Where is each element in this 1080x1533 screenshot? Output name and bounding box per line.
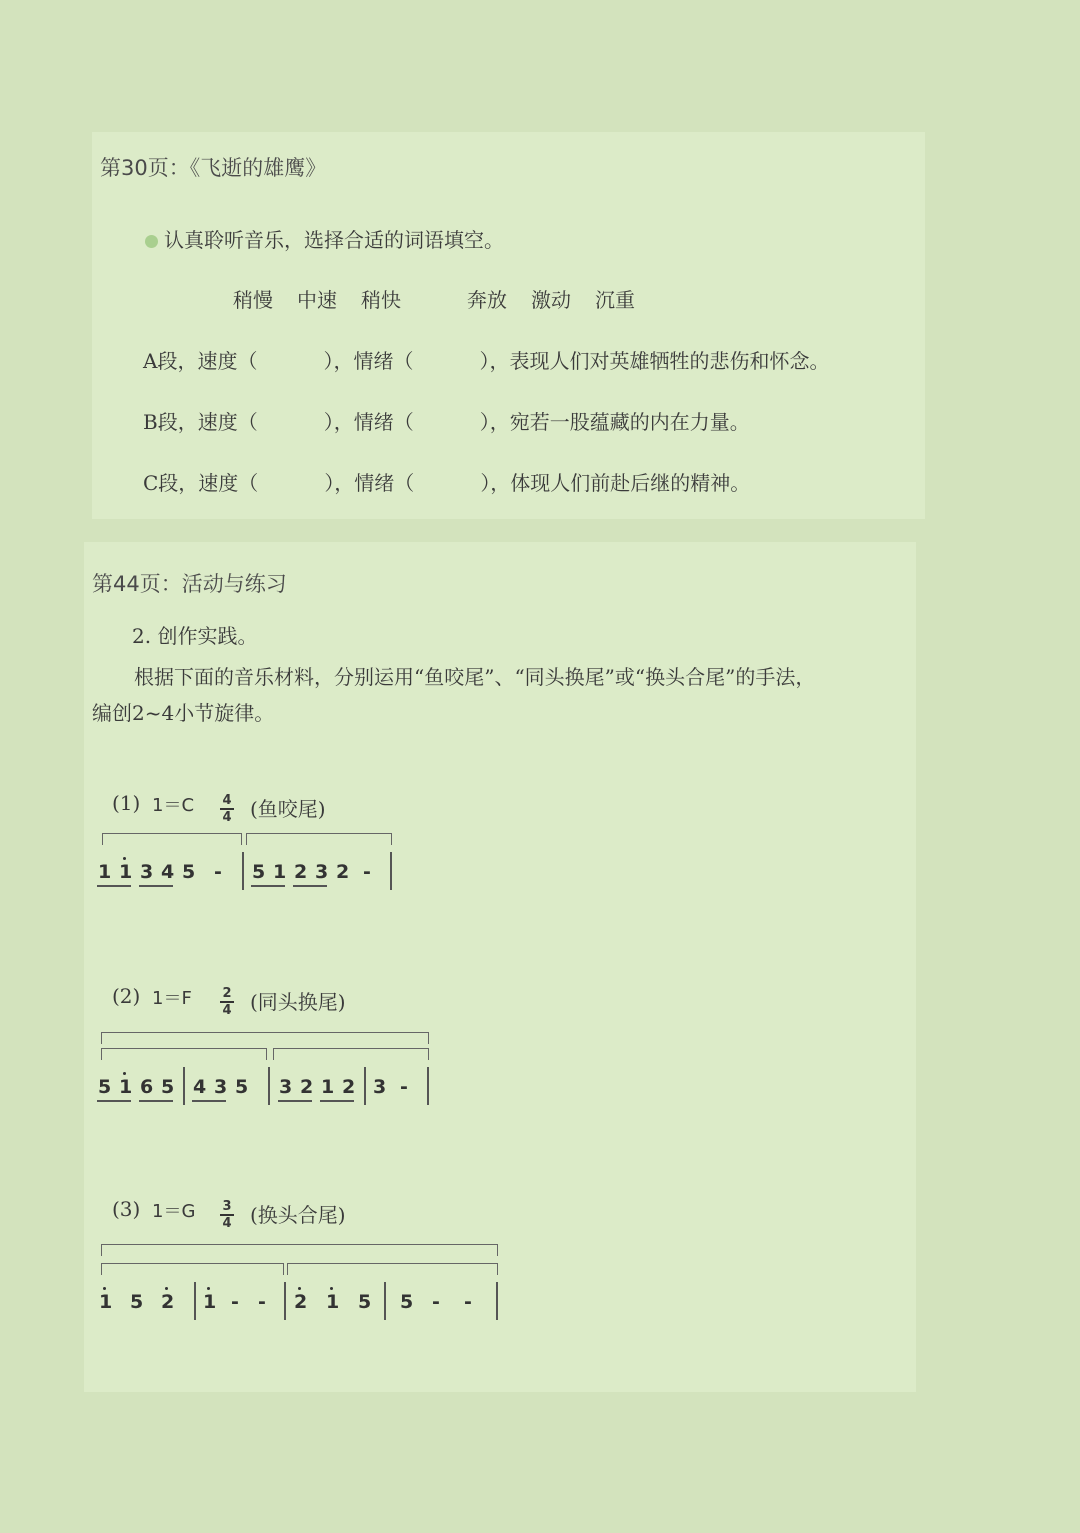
jianpu-note: 4 <box>193 1076 207 1098</box>
phrase-bracket <box>102 833 242 845</box>
jianpu-note: 2 <box>161 1291 175 1313</box>
key-signature: 1＝G <box>152 1201 196 1222</box>
section-title: 第30页：《飞逝的雄鹰》 <box>100 156 327 180</box>
beam-underline <box>139 885 173 887</box>
jianpu-note: 5 <box>98 1076 112 1098</box>
jianpu-note: 1 <box>99 1291 113 1313</box>
jianpu-note: 6 <box>140 1076 154 1098</box>
jianpu-note: 1 <box>326 1291 340 1313</box>
row-mid: ），情绪（ <box>323 410 414 434</box>
beam-underline <box>192 1100 226 1102</box>
jianpu-note: 2 <box>300 1076 314 1098</box>
time-bottom: 4 <box>222 809 232 825</box>
barline <box>427 1067 429 1105</box>
barline <box>390 852 392 890</box>
octave-dot <box>298 1287 301 1290</box>
dash-note: - <box>363 861 371 883</box>
row-end: ），表现人们对英雄牺牲的悲伤和怀念。 <box>479 349 830 373</box>
time-bottom: 4 <box>222 1215 232 1231</box>
jianpu-note: 3 <box>279 1076 293 1098</box>
section-title: 第44页：活动与练习 <box>92 572 287 596</box>
jianpu-note: 5 <box>130 1291 144 1313</box>
jianpu-note: 2 <box>336 861 350 883</box>
jianpu-note: 5 <box>400 1291 414 1313</box>
beam-underline <box>320 1100 354 1102</box>
octave-dot <box>165 1287 168 1290</box>
beam-underline <box>293 885 327 887</box>
item-heading: 2. 创作实践。 <box>132 624 258 648</box>
dash-note: - <box>464 1291 472 1313</box>
option-word: 奔放 <box>467 288 507 312</box>
phrase-bracket <box>246 833 392 845</box>
option-word: 稍慢 <box>233 288 273 312</box>
time-top: 2 <box>222 986 232 1001</box>
exercise-number: (1) <box>112 791 141 815</box>
technique-label: (鱼咬尾) <box>250 797 326 821</box>
beam-underline <box>251 885 285 887</box>
jianpu-note: 2 <box>294 861 308 883</box>
beam-underline <box>139 1100 173 1102</box>
jianpu-note: 1 <box>119 1076 133 1098</box>
key-signature: 1＝C <box>152 795 195 816</box>
instruction <box>145 224 504 253</box>
instruction-text: 认真聆听音乐，选择合适的词语填空。 <box>164 228 504 252</box>
jianpu-note: 5 <box>182 861 196 883</box>
row-end: ），宛若一股蕴藏的内在力量。 <box>479 410 750 434</box>
time-bottom: 4 <box>222 1002 232 1018</box>
exercise-panel-page30 <box>92 132 925 519</box>
key-signature: 1＝F <box>152 988 192 1009</box>
barline <box>194 1282 196 1320</box>
fill-row-b <box>143 406 750 435</box>
phrase-bracket <box>273 1048 429 1060</box>
phrase-bracket <box>101 1263 284 1275</box>
row-mid: ），情绪（ <box>324 471 415 495</box>
jianpu-note: 1 <box>321 1076 335 1098</box>
row-label: C段，速度（ <box>143 471 259 495</box>
beam-underline <box>97 885 131 887</box>
time-top: 3 <box>222 1199 232 1214</box>
bullet-icon <box>145 235 158 248</box>
barline <box>268 1067 270 1105</box>
dash-note: - <box>400 1076 408 1098</box>
octave-dot <box>123 857 126 860</box>
option-word: 稍快 <box>361 288 401 312</box>
dash-note: - <box>432 1291 440 1313</box>
instruction-para: 根据下面的音乐材料，分别运用“鱼咬尾”、“同头换尾”或“换头合尾”的手法， <box>134 665 816 689</box>
jianpu-note: 3 <box>373 1076 387 1098</box>
jianpu-note: 5 <box>358 1291 372 1313</box>
jianpu-note: 3 <box>315 861 329 883</box>
time-signature <box>220 1200 234 1230</box>
jianpu-note: 2 <box>342 1076 356 1098</box>
octave-dot <box>123 1072 126 1075</box>
octave-dot <box>103 1287 106 1290</box>
row-end: ），体现人们前赴后继的精神。 <box>480 471 751 495</box>
option-word: 激动 <box>531 288 571 312</box>
jianpu-note: 1 <box>98 861 112 883</box>
exercise-panel-page44 <box>84 542 916 1392</box>
dash-note: - <box>231 1291 239 1313</box>
fill-row-c <box>143 467 750 496</box>
instruction-para-2: 编创2~4小节旋律。 <box>92 701 275 725</box>
jianpu-note: 4 <box>161 861 175 883</box>
jianpu-note: 5 <box>161 1076 175 1098</box>
barline <box>242 852 244 890</box>
jianpu-note: 5 <box>252 861 266 883</box>
jianpu-note: 1 <box>119 861 133 883</box>
jianpu-note: 3 <box>140 861 154 883</box>
option-word: 中速 <box>297 288 337 312</box>
beam-underline <box>278 1100 312 1102</box>
technique-label: (同头换尾) <box>250 990 346 1014</box>
barline <box>284 1282 286 1320</box>
barline <box>384 1282 386 1320</box>
octave-dot <box>207 1287 210 1290</box>
row-label: A段，速度（ <box>143 349 258 373</box>
time-signature <box>220 987 234 1017</box>
jianpu-note: 5 <box>235 1076 249 1098</box>
dash-note: - <box>258 1291 266 1313</box>
fill-row-a <box>143 345 829 374</box>
jianpu-note: 2 <box>294 1291 308 1313</box>
phrase-bracket <box>287 1263 498 1275</box>
barline <box>496 1282 498 1320</box>
jianpu-note: 1 <box>273 861 287 883</box>
octave-dot <box>330 1287 333 1290</box>
jianpu-note: 3 <box>214 1076 228 1098</box>
row-mid: ），情绪（ <box>323 349 414 373</box>
time-top: 4 <box>222 793 232 808</box>
phrase-bracket <box>101 1048 267 1060</box>
row-label: B段，速度（ <box>143 410 258 434</box>
technique-label: (换头合尾) <box>250 1203 346 1227</box>
exercise-number: (2) <box>112 984 141 1008</box>
jianpu-note: 1 <box>203 1291 217 1313</box>
barline <box>364 1067 366 1105</box>
exercise-number: (3) <box>112 1197 141 1221</box>
phrase-bracket <box>101 1244 498 1256</box>
phrase-bracket <box>101 1032 429 1044</box>
option-word: 沉重 <box>595 288 635 312</box>
dash-note: - <box>214 861 222 883</box>
beam-underline <box>97 1100 131 1102</box>
barline <box>183 1067 185 1105</box>
time-signature <box>220 794 234 824</box>
